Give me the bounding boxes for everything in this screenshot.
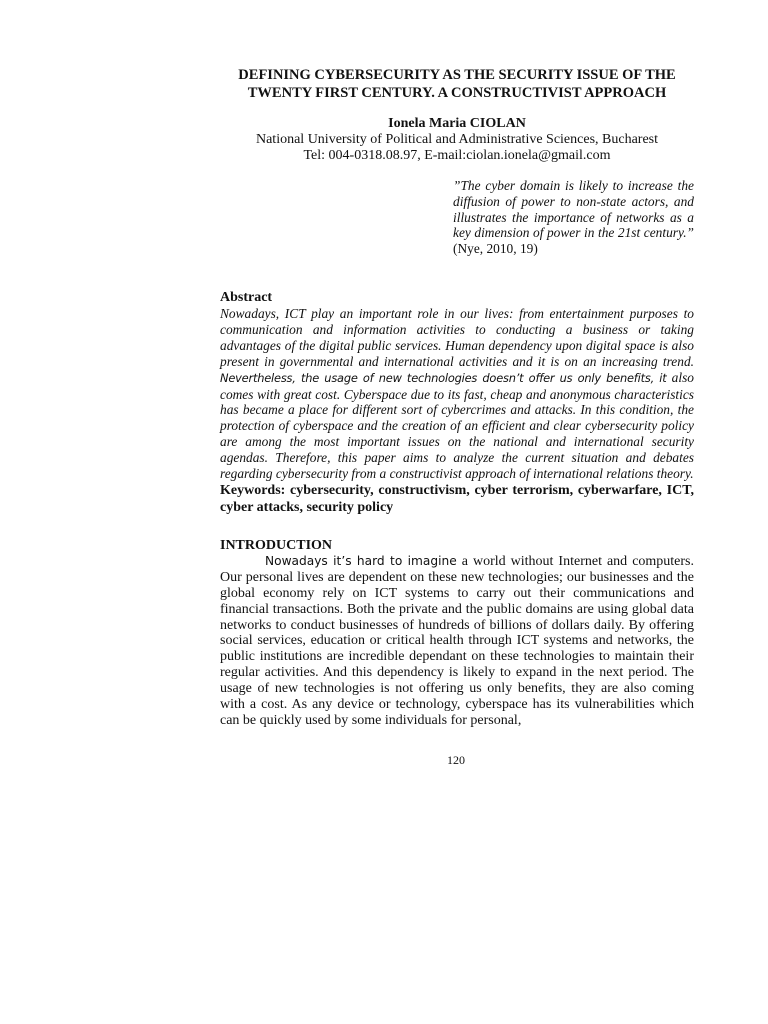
abstract-text xyxy=(220,306,694,482)
introduction-heading: INTRODUCTION xyxy=(220,537,333,553)
epigraph xyxy=(453,178,694,257)
introduction-text xyxy=(220,554,694,729)
introduction-text-part-2: a world without Internet and computers. Our personal lives are dependent on these new technologies; our businesses and the global economy rely on ICT systems to carry out their communications and financial transactions. Both the private and the public domains are using global data networks to conduct businesses of hundreds of billions of dollars daily. By offering social services, education or critical health through ICT systems and networks, the public institutions are incredible dependant on these technologies to maintain their regular activities. And this dependency is likely to expand in the next period. The usage of new technologies is not offering us only benefits, they are also coming with a cost. As any device or technology, cyberspace has its vulnerabilities which can be quickly used by some individuals for personal, xyxy=(220,553,695,729)
title-line-2: TWENTY FIRST CENTURY. A CONSTRUCTIVIST APPROACH xyxy=(247,85,667,101)
abstract-text-part-1: Nowadays, ICT play an important role in our lives: from entertainment purposes to communication and information activities to conducting a business or taking advantages of the digital public services. Human dependency upon digital space is also present in governmental and international activities and it is on an increasing trend. xyxy=(220,305,694,369)
author-name: Ionela Maria CIOLAN xyxy=(388,116,526,131)
title-line-1: DEFINING CYBERSECURITY AS THE SECURITY ISSUE OF THE xyxy=(238,67,676,83)
abstract-heading: Abstract xyxy=(220,289,273,305)
page-number xyxy=(0,753,768,768)
author-contact: Tel: 004-0318.08.97, E-mail:ciolan.ionela@gmail.com xyxy=(303,148,611,163)
keywords: Keywords: cybersecurity, constructivism, cyber terrorism, cyberwarfare, ICT, cyber attacks, security policy xyxy=(220,482,694,515)
epigraph-citation: (Nye, 2010, 19) xyxy=(453,241,538,257)
introduction-text-part-1: Nowadays it’s hard to imagine xyxy=(265,553,457,568)
author-affiliation: National University of Political and Administrative Sciences, Bucharest xyxy=(255,132,659,147)
author-block xyxy=(220,116,694,164)
epigraph-quote: ”The cyber domain is likely to increase the diffusion of power to non-state actors, and illustrates the importance of networks as a key dimension of power in the 21st century.” xyxy=(453,178,694,241)
abstract-text-part-2: Nevertheless, the usage of new technologies doesn’t offer us only benefits, it xyxy=(220,370,667,385)
paper-page xyxy=(220,66,694,729)
abstract-text-part-3: also comes with great cost. Cyberspace due to its fast, cheap and anonymous characteristics has became a place for different sort of cybercrimes and attacks. In this condition, the protection of cyberspace and the creation of an efficient and clear cybersecurity policy are among the most important issues on the national and international security agendas. Therefore, this paper aims to analyze the current situation and debates regarding cybersecurity from a constructivist approach of international relations theory. xyxy=(220,369,694,482)
paper-title xyxy=(220,66,694,102)
page-number-value: 120 xyxy=(447,753,465,767)
